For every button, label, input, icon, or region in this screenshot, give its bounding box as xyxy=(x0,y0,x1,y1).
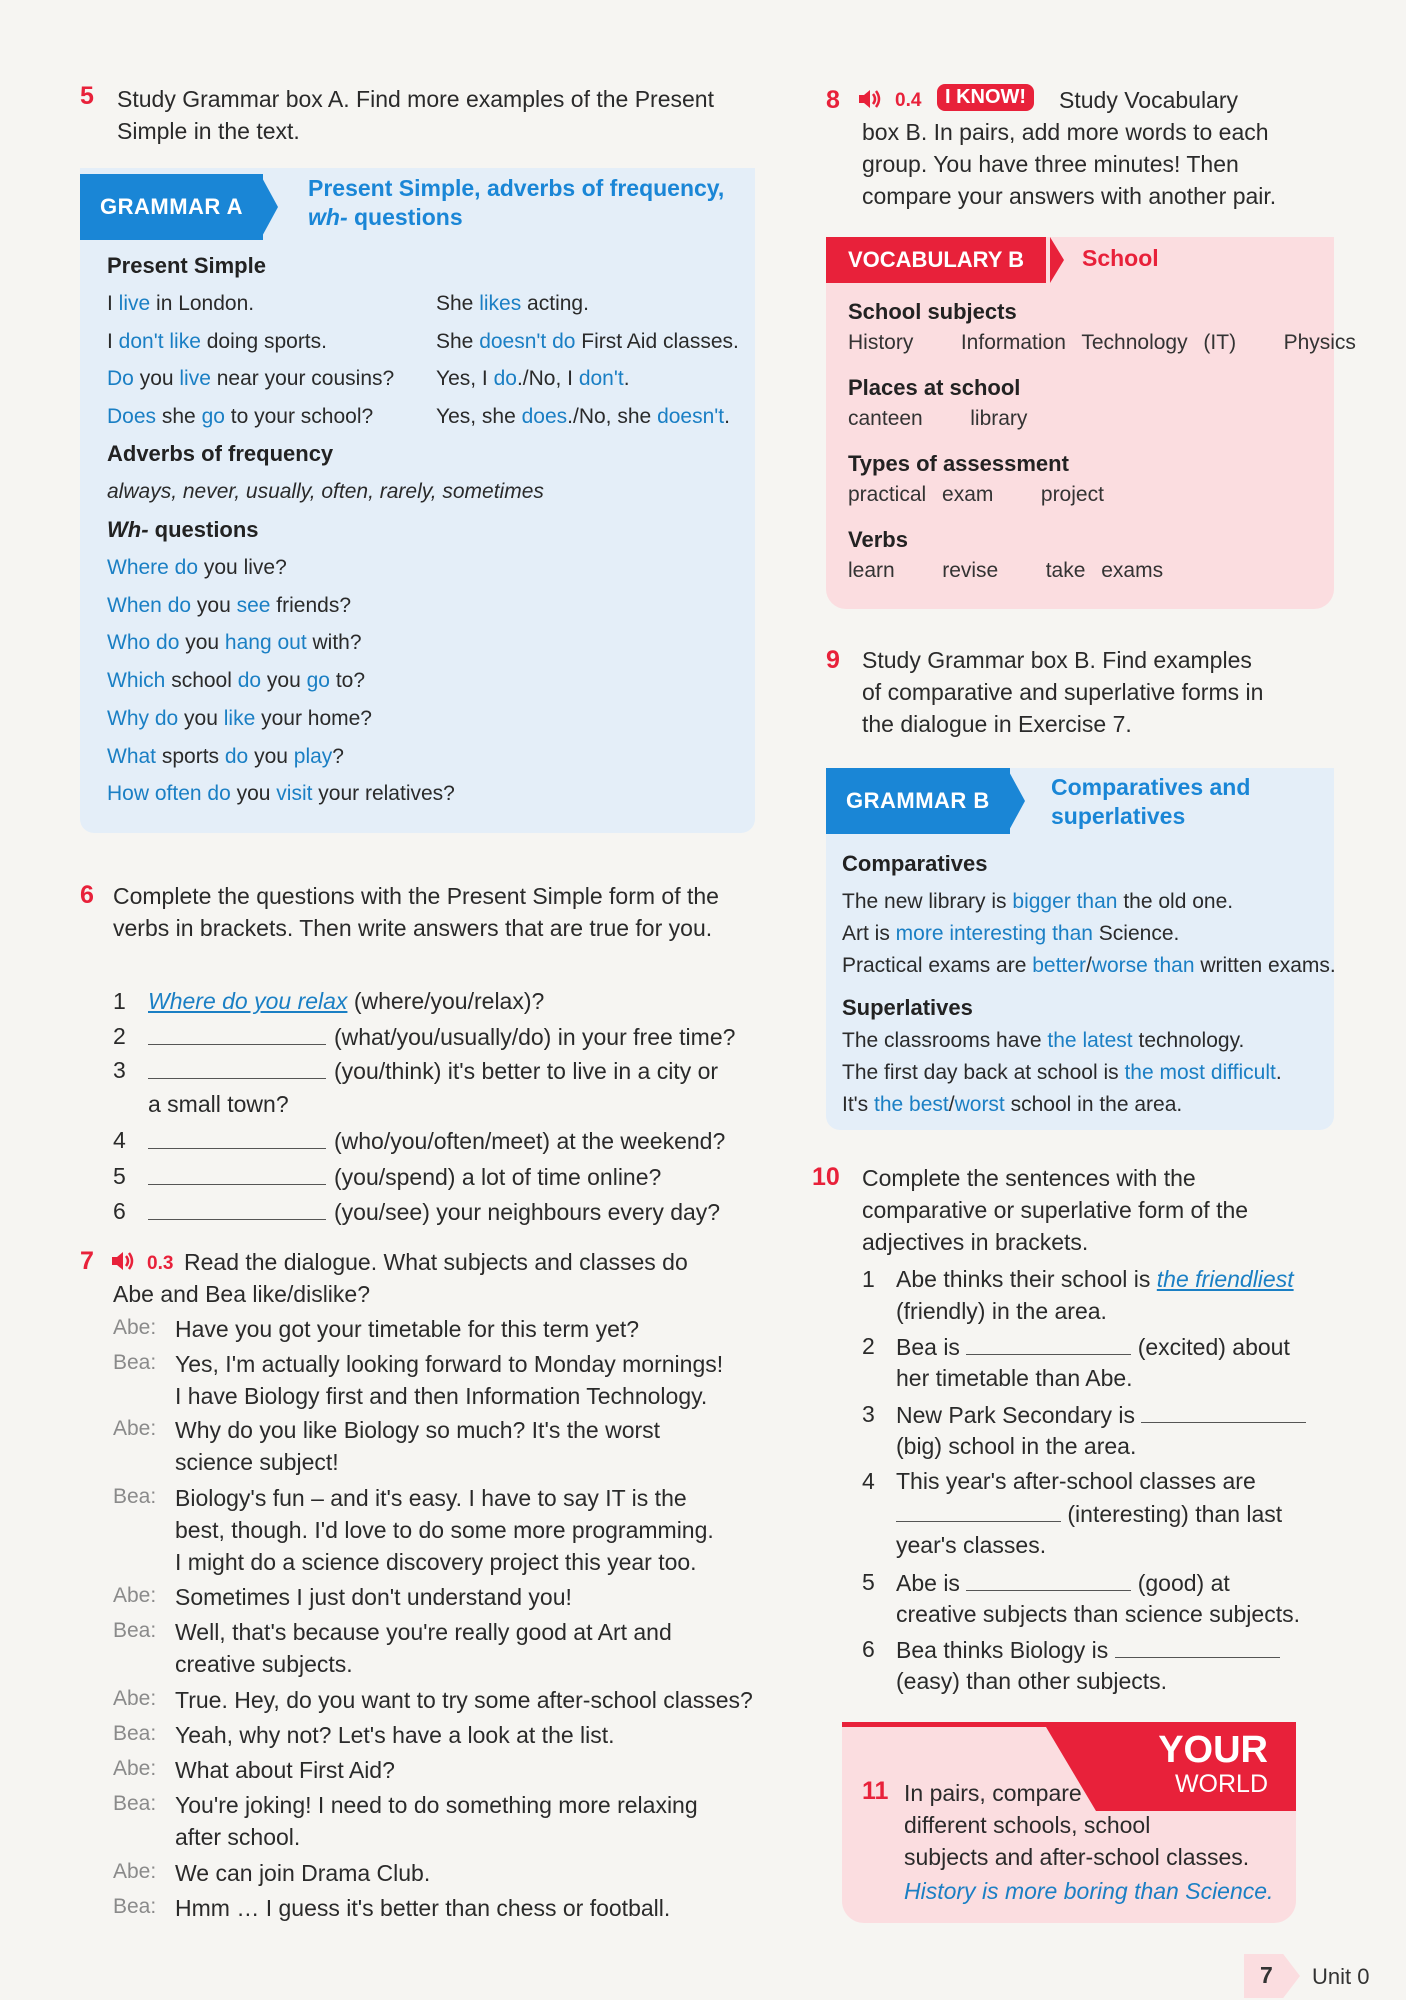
dialogue-line: True. Hey, do you want to try some after-school classes? xyxy=(175,1687,753,1713)
wh-questions-heading: Wh- questions xyxy=(107,517,259,542)
exercise-6-number: 6 xyxy=(80,881,94,909)
ex10-item-2-number: 2 xyxy=(862,1333,875,1359)
ex10-item-4: This year's after-school classes are xyxy=(896,1468,1256,1494)
ex10-item-5-cont: creative subjects than science subjects. xyxy=(896,1601,1300,1627)
ex6-item: (what/you/usually/do) in your free time? xyxy=(148,1020,735,1053)
ex10-item-5-number: 5 xyxy=(862,1569,875,1595)
grammar-example: When do you see friends? xyxy=(107,593,351,617)
unit-label: Unit 0 xyxy=(1312,1964,1370,1989)
exercise-7-instruction-line1: Read the dialogue. What subjects and classes do xyxy=(184,1249,688,1275)
exercise-11-instruction-line: different schools, school xyxy=(904,1812,1151,1838)
grammar-example: Why do you like your home? xyxy=(107,706,372,730)
exercise-8-instruction-line1: Study Vocabulary xyxy=(1059,87,1239,113)
exercise-11-example: History is more boring than Science. xyxy=(904,1878,1274,1904)
speaker-label: Abe: xyxy=(113,1687,157,1710)
vocabulary-group-heading: Types of assessment xyxy=(848,451,1069,476)
ex10-item-2-cont: her timetable than Abe. xyxy=(896,1365,1133,1391)
example-answer: Where do you relax xyxy=(148,988,348,1014)
grammar-example: Does she go to your school? xyxy=(107,404,374,428)
exercise-9-number: 9 xyxy=(826,646,840,674)
exercise-9-instruction-line: Study Grammar box B. Find examples xyxy=(862,647,1252,673)
dialogue-line: Well, that's because you're really good at Art and xyxy=(175,1619,672,1645)
exercise-6-instruction: Complete the questions with the Present Simple form of the verbs in brackets. Then write answers that are true for you. xyxy=(113,883,719,941)
grammar-example: Who do you hang out with? xyxy=(107,631,362,655)
exercise-11-instruction-line: In pairs, compare xyxy=(904,1780,1082,1806)
exercise-8-instruction-line: box B. In pairs, add more words to each xyxy=(862,119,1269,145)
answer-blank[interactable] xyxy=(1141,1398,1306,1423)
speaker-label: Abe: xyxy=(113,1316,157,1339)
ex10-item-3: New Park Secondary is xyxy=(896,1398,1306,1431)
grammar-example: Art is more interesting than Science. xyxy=(842,922,1180,945)
audio-icon[interactable] xyxy=(110,1250,136,1277)
ex6-item: (you/think) it's better to live in a city or xyxy=(148,1054,718,1087)
your-world-box xyxy=(842,1722,1296,1923)
speaker-label: Bea: xyxy=(113,1485,157,1508)
exercise-11-number: 11 xyxy=(862,1777,889,1805)
exercise-10-instruction-line: adjectives in brackets. xyxy=(862,1229,1089,1255)
ex10-item-3-number: 3 xyxy=(862,1401,875,1427)
speaker-label: Bea: xyxy=(113,1895,157,1918)
speaker-label: Bea: xyxy=(113,1619,157,1642)
dialogue-line: Why do you like Biology so much? It's the worst xyxy=(175,1417,661,1443)
grammar-example: Yes, I do./No, I don't. xyxy=(436,367,630,390)
ex10-item-1: Abe thinks their school is the friendliest xyxy=(896,1266,1294,1292)
adverbs-heading: Adverbs of frequency xyxy=(107,441,334,466)
vocabulary-b-tag: VOCABULARY B xyxy=(826,237,1046,283)
superlatives-heading: Superlatives xyxy=(842,995,973,1020)
speaker-label: Abe: xyxy=(113,1860,157,1883)
vocabulary-b-tag-arrow xyxy=(1050,237,1064,283)
present-simple-heading: Present Simple xyxy=(107,253,266,278)
grammar-example: It's the best/worst school in the area. xyxy=(842,1093,1183,1116)
exercise-5-number: 5 xyxy=(80,82,94,110)
dialogue-line: science subject! xyxy=(175,1449,339,1475)
grammar-a-title: Present Simple, adverbs of frequency, wh- questions xyxy=(308,175,725,230)
ex10-item-5: Abe is (good) at xyxy=(896,1566,1230,1599)
exercise-9-instruction-line: of comparative and superlative forms in xyxy=(862,679,1264,705)
answer-blank[interactable] xyxy=(148,1160,326,1185)
dialogue-line: We can join Drama Club. xyxy=(175,1860,431,1886)
grammar-example: She doesn't do First Aid classes. xyxy=(436,329,739,353)
exercise-11-instruction-line: subjects and after-school classes. xyxy=(904,1844,1250,1870)
vocabulary-group-items: learn revise take exams xyxy=(848,559,1164,582)
dialogue-line: What about First Aid? xyxy=(175,1757,395,1783)
dialogue-line: creative subjects. xyxy=(175,1651,353,1677)
speaker-label: Bea: xyxy=(113,1722,157,1745)
ex10-item-1-number: 1 xyxy=(862,1266,875,1292)
grammar-example: I live in London. xyxy=(107,292,255,315)
grammar-example: The first day back at school is the most difficult. xyxy=(842,1061,1282,1084)
answer-blank[interactable] xyxy=(896,1497,1061,1522)
dialogue-line: You're joking! I need to do something more relaxing xyxy=(175,1792,698,1818)
grammar-example: Do you live near your cousins? xyxy=(107,367,395,390)
ex10-item-4-number: 4 xyxy=(862,1468,875,1494)
dialogue-line: Biology's fun – and it's easy. I have to say IT is the xyxy=(175,1485,687,1511)
grammar-b-tag-arrow xyxy=(1007,768,1025,834)
ex6-item-number: 3 xyxy=(113,1057,126,1083)
dialogue-line: I might do a science discovery project this year too. xyxy=(175,1549,697,1575)
exercise-9-instruction-line: the dialogue in Exercise 7. xyxy=(862,711,1132,737)
exercise-5-instruction: Study Grammar box A. Find more examples of the Present Simple in the text. xyxy=(117,86,714,144)
ex6-item-number: 4 xyxy=(113,1127,126,1153)
grammar-example: The new library is bigger than the old one. xyxy=(842,890,1234,913)
dialogue-line: Yeah, why not? Let's have a look at the list. xyxy=(175,1722,615,1748)
exercise-8-instruction-line: compare your answers with another pair. xyxy=(862,183,1277,209)
vocabulary-group-items: canteen library xyxy=(848,407,1028,430)
exercise-10-instruction-line: Complete the sentences with the xyxy=(862,1165,1196,1191)
ex10-item-4-cont2: year's classes. xyxy=(896,1532,1047,1558)
grammar-b-tag: GRAMMAR B xyxy=(826,768,1010,834)
grammar-example: How often do you visit your relatives? xyxy=(107,782,455,806)
answer-blank[interactable] xyxy=(966,1330,1131,1355)
dialogue-line: Hmm … I guess it's better than chess or football. xyxy=(175,1895,671,1921)
exercise-7-instruction-line2: Abe and Bea like/dislike? xyxy=(113,1281,370,1307)
vocabulary-group-items: History Information Technology (IT) Physics xyxy=(848,331,1356,354)
grammar-example: She likes acting. xyxy=(436,292,589,315)
dialogue-line: Yes, I'm actually looking forward to Monday mornings! xyxy=(175,1351,724,1377)
ex6-item: (you/spend) a lot of time online? xyxy=(148,1160,661,1193)
ex10-item-6-number: 6 xyxy=(862,1636,875,1662)
ex6-item: (who/you/often/meet) at the weekend? xyxy=(148,1124,725,1157)
ex6-item-number: 1 xyxy=(113,988,126,1014)
dialogue-line: best, though. I'd love to do some more programming. xyxy=(175,1517,714,1543)
dialogue-line: Sometimes I just don't understand you! xyxy=(175,1584,572,1610)
your-world-badge-text2: WORLD xyxy=(1174,1770,1268,1798)
ex10-item-6-cont: (easy) than other subjects. xyxy=(896,1668,1168,1694)
exercise-7-number: 7 xyxy=(80,1247,94,1275)
adverbs-list: always, never, usually, often, rarely, sometimes xyxy=(107,480,544,503)
grammar-example: The classrooms have the latest technology. xyxy=(842,1029,1245,1052)
exercise-10-instruction-line: comparative or superlative form of the xyxy=(862,1197,1249,1223)
page-number: 7 xyxy=(1260,1962,1273,1988)
grammar-example: Yes, she does./No, she doesn't. xyxy=(436,404,730,428)
speaker-label: Bea: xyxy=(113,1792,157,1815)
audio-track-0-4[interactable]: 0.4 xyxy=(895,90,922,111)
grammar-example: I don't like doing sports. xyxy=(107,329,327,353)
answer-blank[interactable] xyxy=(148,1124,326,1149)
audio-track-0-3[interactable]: 0.3 xyxy=(147,1253,174,1274)
exercise-8-instruction-line: group. You have three minutes! Then xyxy=(862,151,1239,177)
vocabulary-group-items: practical exam project xyxy=(848,483,1104,506)
grammar-example: Where do you live? xyxy=(107,556,287,579)
ex6-item-number: 6 xyxy=(113,1198,126,1224)
answer-blank[interactable] xyxy=(148,1195,326,1220)
speaker-label: Abe: xyxy=(113,1417,157,1440)
grammar-b-title: Comparatives and superlatives xyxy=(1051,774,1251,829)
ex10-item-1-cont: (friendly) in the area. xyxy=(896,1298,1107,1324)
audio-icon[interactable] xyxy=(857,88,883,115)
ex10-item-4-cont: (interesting) than last xyxy=(896,1497,1282,1530)
your-world-badge-text1: YOUR xyxy=(1158,1729,1268,1771)
answer-blank[interactable] xyxy=(148,1020,326,1045)
vocabulary-b-box xyxy=(826,237,1356,609)
dialogue-line: I have Biology first and then Information Technology. xyxy=(175,1383,708,1409)
answer-blank[interactable] xyxy=(966,1566,1131,1591)
ex10-item-3-cont: (big) school in the area. xyxy=(896,1433,1137,1459)
grammar-a-tag-arrow xyxy=(260,174,278,240)
ex6-item-number: 5 xyxy=(113,1163,126,1189)
vocabulary-group-heading: Places at school xyxy=(848,375,1021,400)
vocabulary-group-heading: Verbs xyxy=(848,527,908,552)
grammar-example: What sports do you play? xyxy=(107,744,344,768)
ex10-item-2: Bea is (excited) about xyxy=(896,1330,1290,1363)
vocabulary-group-heading: School subjects xyxy=(848,299,1017,324)
i-know-badge: I KNOW! xyxy=(937,84,1034,111)
ex10-item-6: Bea thinks Biology is xyxy=(896,1633,1280,1666)
grammar-a-tag: GRAMMAR A xyxy=(80,174,263,240)
dialogue-line: after school. xyxy=(175,1824,301,1850)
vocabulary-b-title: School xyxy=(1082,245,1159,271)
speaker-label: Abe: xyxy=(113,1757,157,1780)
ex6-item-number: 2 xyxy=(113,1023,126,1049)
comparatives-heading: Comparatives xyxy=(842,851,988,876)
answer-blank[interactable] xyxy=(148,1054,326,1079)
speaker-label: Bea: xyxy=(113,1351,157,1374)
dialogue-line: Have you got your timetable for this term yet? xyxy=(175,1316,640,1342)
grammar-example: Which school do you go to? xyxy=(107,669,366,693)
ex6-item: Where do you relax (where/you/relax)? xyxy=(148,988,545,1014)
grammar-a-box xyxy=(80,168,755,833)
grammar-example: Practical exams are better/worse than written exams. xyxy=(842,954,1336,977)
speaker-label: Abe: xyxy=(113,1584,157,1607)
ex6-item-cont: a small town? xyxy=(148,1091,289,1117)
exercise-8-number: 8 xyxy=(826,86,840,114)
ex6-item: (you/see) your neighbours every day? xyxy=(148,1195,720,1228)
answer-blank[interactable] xyxy=(1115,1633,1280,1658)
exercise-10-number: 10 xyxy=(812,1163,840,1191)
grammar-b-box xyxy=(826,768,1334,1130)
